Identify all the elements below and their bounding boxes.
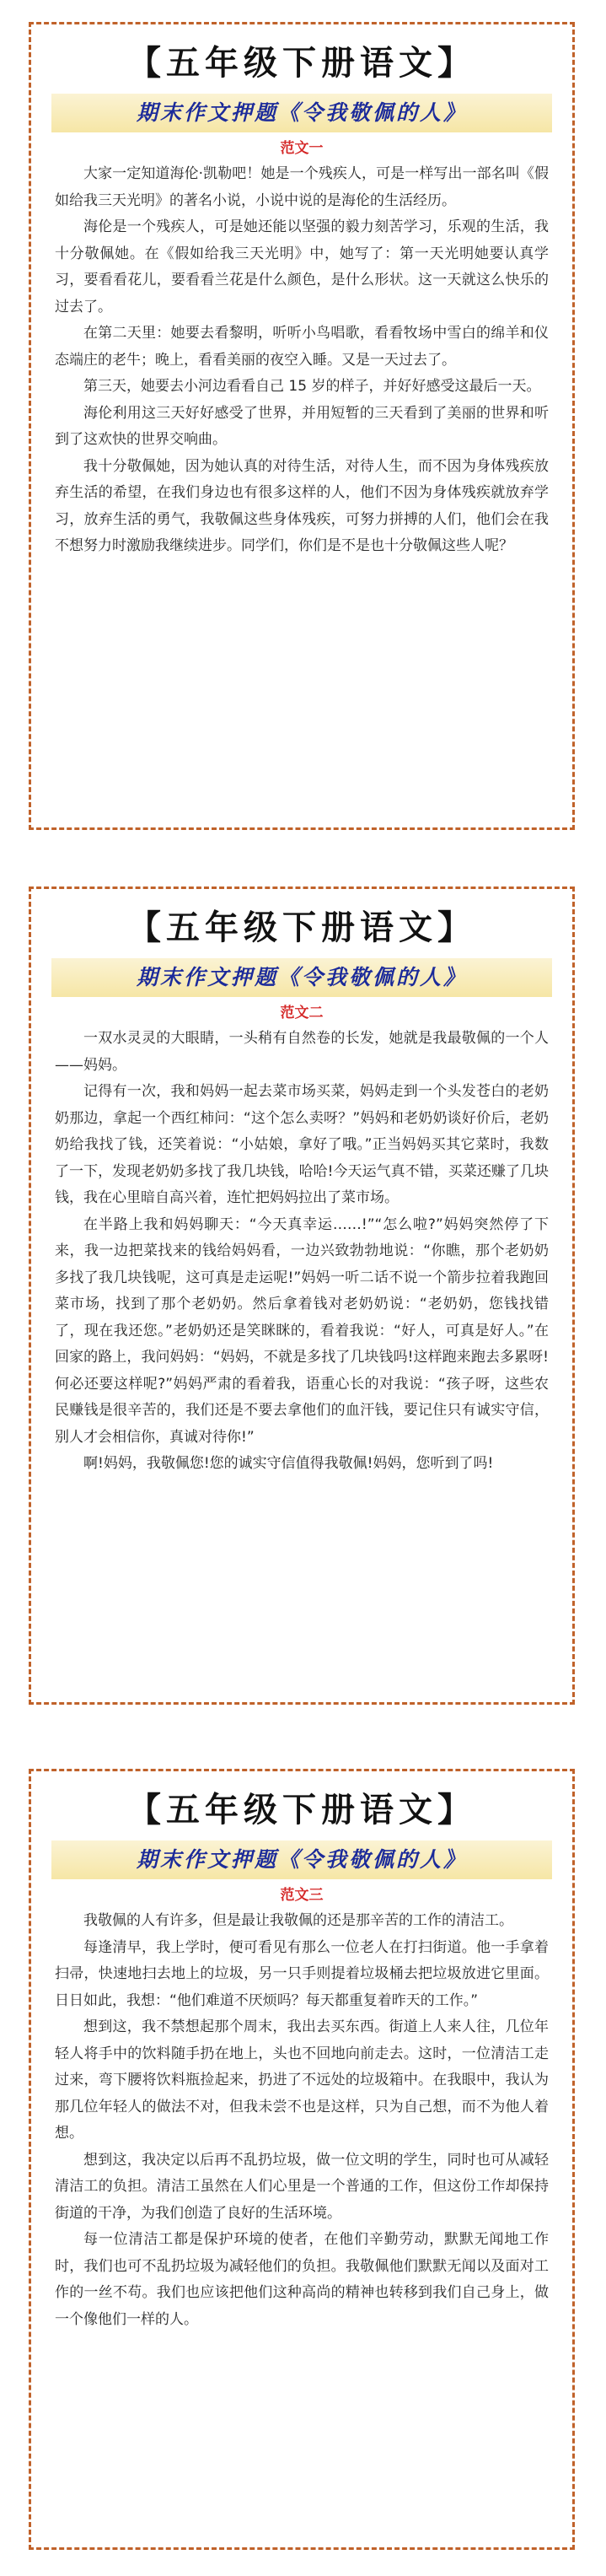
paragraph: 我十分敬佩她，因为她认真的对待生活，对待人生，而不因为身体残疾放弃生活的希望，在我们身边也有很多这样的人，他们不因为身体残疾就放弃学习，放弃生活的勇气，我敬佩这些身体残疾，可努力拼搏的人们，他们会在我不想努力时激励我继续进步。同学们，你们是不是也十分敬佩这些人呢？ (55, 457, 549, 554)
paragraph: 啊!妈妈，我敬佩您!您的诚实守信值得我敬佩!妈妈，您听到了吗! (83, 1455, 494, 1472)
paragraph: 第三天，她要去小河边看看自己 15 岁的样子，并好好感受这最后一天。 (83, 378, 541, 395)
paragraph: 在第二天里：她要去看黎明，听听小鸟唱歌，看看牧场中雪白的绵羊和仪态端庄的老牛；晚上，看看美丽的夜空入睡。又是一天过去了。 (55, 325, 549, 369)
essay-banner: 期末作文押题《令我敬佩的人》 (51, 958, 552, 997)
card-title: 【五年级下册语文】 (127, 1790, 476, 1830)
essay-body (31, 1024, 572, 1478)
essay-banner: 期末作文押题《令我敬佩的人》 (51, 94, 552, 132)
paragraph: 海伦利用这三天好好感受了世界，并用短暂的三天看到了美丽的世界和听到了这欢快的世界交响曲。 (55, 404, 549, 448)
paragraph: 记得有一次，我和妈妈一起去菜市场买菜，妈妈走到一个头发苍白的老奶奶那边，拿起一个西红柿问：“这个怎么卖呀？”妈妈和老奶奶谈好价后，老奶奶给我找了钱，还笑着说：“小姑娘，拿好了哦。”正当妈妈买其它菜时，我数了一下，发现老奶奶多找了我几块钱，哈哈!今天运气真不错，买菜还赚了几块钱，我在心里暗自高兴着，连忙把妈妈拉出了菜市场。 (55, 1083, 549, 1206)
paragraph: 想到这，我不禁想起那个周末，我出去买东西。街道上人来人往，几位年轻人将手中的饮料随手扔在地上，头也不回地向前走去。这时，一位清洁工走过来，弯下腰将饮料瓶捡起来，扔进了不远处的垃圾箱中。在我眼中，我认为那几位年轻人的做法不对，但我未尝不也是这样，只为自己想，而不为他人着想。 (55, 2018, 549, 2142)
essay-subtitle: 范文二 (280, 1005, 324, 1021)
paragraph: 大家一定知道海伦·凯勒吧！她是一个残疾人，可是一样写出一部名叫《假如给我三天光明》的著名小说，小说中说的是海伦的生活经历。 (55, 165, 549, 209)
paragraph: 每一位清洁工都是保护环境的使者，在他们辛勤劳动，默默无闻地工作时，我们也可不乱扔垃圾为减轻他们的负担。我敬佩他们默默无闻以及面对工作的一丝不苟。我们也应该把他们这种高尚的精神也转移到我们自己身上，做一个像他们一样的人。 (55, 2231, 549, 2328)
essay-body (31, 1906, 572, 2333)
paragraph: 每逢清早，我上学时，便可看见有那么一位老人在打扫街道。他一手拿着扫帚，快速地扫去地上的垃圾，另一只手则提着垃圾桶去把垃圾放进它里面。日日如此，我想：“他们难道不厌烦吗？每天都重复着昨天的工作。” (55, 1938, 549, 2009)
paragraph: 一双水灵灵的大眼睛，一头稍有自然卷的长发，她就是我最敬佩的一个人——妈妈。 (55, 1030, 549, 1074)
essay-card-3 (29, 1769, 575, 2550)
essay-card-1 (29, 22, 575, 830)
essay-subtitle: 范文三 (280, 1887, 324, 1904)
card-title: 【五年级下册语文】 (127, 908, 476, 947)
paragraph: 海伦是一个残疾人，可是她还能以坚强的毅力刻苦学习，乐观的生活，我十分敬佩她。在《假如给我三天光明》中，她写了：第一天光明她要认真学习，要看看花儿，要看看兰花是什么颜色，是什么形状。这一天就这么快乐的过去了。 (55, 218, 549, 315)
paragraph: 想到这，我决定以后再不乱扔垃圾，做一位文明的学生，同时也可从减轻清洁工的负担。清洁工虽然在人们心里是一个普通的工作，但这份工作却保持街道的干净，为我们创造了良好的生活环境。 (55, 2151, 549, 2222)
essay-subtitle: 范文一 (280, 140, 324, 157)
essay-card-2 (29, 887, 575, 1705)
essay-body (31, 159, 572, 560)
essay-banner: 期末作文押题《令我敬佩的人》 (51, 1840, 552, 1879)
card-title: 【五年级下册语文】 (127, 43, 476, 83)
paragraph: 我敬佩的人有许多，但是最让我敬佩的还是那辛苦的工作的清洁工。 (83, 1912, 513, 1929)
paragraph: 在半路上我和妈妈聊天：“今天真幸运……!”“怎么啦?”妈妈突然停了下来，我一边把菜找来的钱给妈妈看，一边兴致勃勃地说：“你瞧，那个老奶奶多找了我几块钱呢，这可真是走运呢!”妈妈一听二话不说一个箭步拉着我跑回菜市场，找到了那个老奶奶。然后拿着钱对老奶奶说：“老奶奶，您钱找错了，现在我还您。”老奶奶还是笑眯眯的，看着我说：“好人，可真是好人。”在回家的路上，我问妈妈：“妈妈，不就是多找了几块钱吗!这样跑来跑去多累呀!何必还要这样呢?”妈妈严肃的看着我，语重心长的对我说：“孩子呀，这些农民赚钱是很辛苦的，我们还是不要去拿他们的血汗钱，要记住只有诚实守信，别人才会相信你，真诚对待你!” (55, 1215, 549, 1446)
